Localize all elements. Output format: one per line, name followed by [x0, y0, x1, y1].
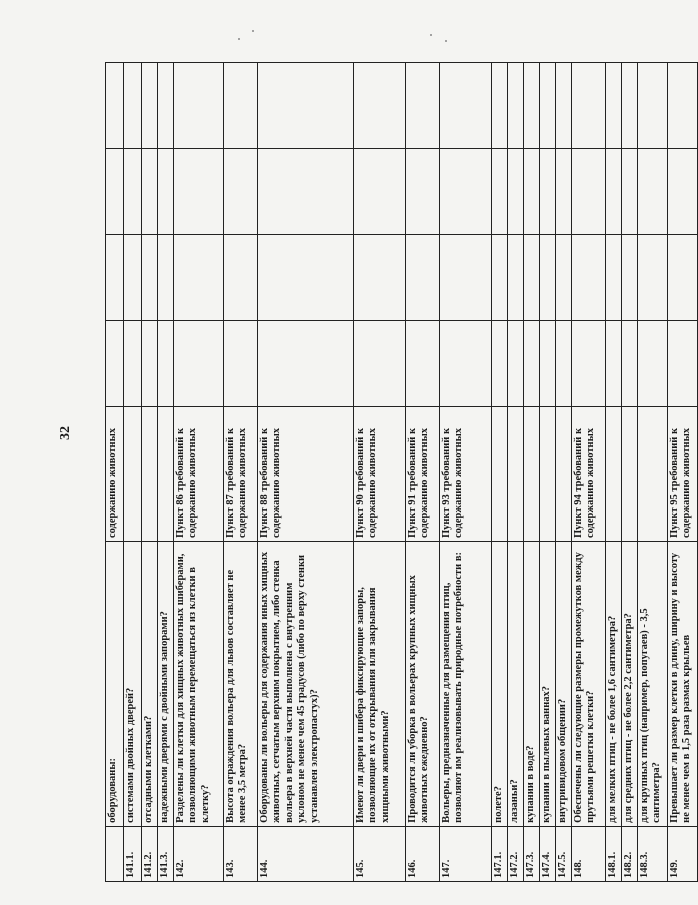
question-text: Вольеры, предназначенные для размещения птиц, позволяют им реализовывать природные потребности в:: [440, 542, 492, 827]
item-number: 149.: [668, 826, 698, 881]
answer-cell[interactable]: [508, 321, 524, 407]
table-row: [158, 63, 174, 882]
answer-cell[interactable]: [142, 149, 158, 235]
answer-cell[interactable]: [106, 235, 124, 321]
page-number: 32: [58, 426, 73, 440]
answer-cell[interactable]: [174, 63, 224, 149]
item-number: 148.1.: [606, 826, 622, 881]
answer-cell[interactable]: [354, 321, 406, 407]
table-row: [638, 63, 668, 882]
answer-cell[interactable]: [606, 321, 622, 407]
item-number: 147.4.: [540, 826, 556, 881]
requirement-reference: [638, 407, 668, 542]
requirement-reference: Пункт 88 требований к содержанию животных: [258, 407, 354, 542]
item-number: 148.3.: [638, 826, 668, 881]
requirement-reference: Пункт 91 требований к содержанию животных: [406, 407, 440, 542]
answer-cell[interactable]: [668, 321, 698, 407]
answer-cell[interactable]: [406, 235, 440, 321]
answer-cell[interactable]: [258, 321, 354, 407]
answer-cell[interactable]: [638, 321, 668, 407]
answer-cell[interactable]: [622, 321, 638, 407]
requirement-reference: Пункт 93 требований к содержанию животных: [440, 407, 492, 542]
item-number: 141.1.: [124, 826, 142, 881]
answer-cell[interactable]: [258, 149, 354, 235]
answer-cell[interactable]: [622, 235, 638, 321]
answer-cell[interactable]: [572, 235, 606, 321]
answer-cell[interactable]: [556, 63, 572, 149]
item-number: [106, 826, 124, 881]
answer-cell[interactable]: [174, 149, 224, 235]
table-row: [556, 63, 572, 882]
question-text: надежными дверями с двойными запорами?: [158, 542, 174, 827]
table-row: [668, 63, 698, 882]
table-row: [440, 63, 492, 882]
answer-cell[interactable]: [406, 321, 440, 407]
question-text: Разделены ли клетки для хищных животных шиберами, позволяющими животным перемещаться из клетки в клетку?: [174, 542, 224, 827]
requirement-reference: [124, 407, 142, 542]
item-number: 147.3.: [524, 826, 540, 881]
answer-cell[interactable]: [258, 235, 354, 321]
checklist-table: [105, 62, 698, 882]
table-row: [622, 63, 638, 882]
item-number: 143.: [224, 826, 258, 881]
answer-cell[interactable]: [224, 63, 258, 149]
table-row: [142, 63, 158, 882]
answer-cell[interactable]: [606, 235, 622, 321]
answer-cell[interactable]: [492, 63, 508, 149]
answer-cell[interactable]: [224, 235, 258, 321]
answer-cell[interactable]: [106, 149, 124, 235]
answer-cell[interactable]: [572, 63, 606, 149]
item-number: 141.2.: [142, 826, 158, 881]
question-text: Проводится ли уборка в вольерах крупных хищных животных ежедневно?: [406, 542, 440, 827]
requirement-reference: [492, 407, 508, 542]
scan-speck: [445, 40, 447, 42]
answer-cell[interactable]: [524, 63, 540, 149]
answer-cell[interactable]: [106, 63, 124, 149]
question-text: отсадными клетками?: [142, 542, 158, 827]
requirement-reference: [622, 407, 638, 542]
item-number: 146.: [406, 826, 440, 881]
answer-cell[interactable]: [258, 63, 354, 149]
requirement-reference: Пункт 94 требований к содержанию животных: [572, 407, 606, 542]
answer-cell[interactable]: [354, 149, 406, 235]
answer-cell[interactable]: [142, 321, 158, 407]
answer-cell[interactable]: [158, 63, 174, 149]
table-row: [572, 63, 606, 882]
answer-cell[interactable]: [556, 235, 572, 321]
question-text: оборудованы:: [106, 542, 124, 827]
requirement-reference: [540, 407, 556, 542]
answer-cell[interactable]: [492, 235, 508, 321]
answer-cell[interactable]: [354, 235, 406, 321]
checklist-sheet: [105, 62, 693, 882]
requirement-reference: Пункт 90 требований к содержанию животных: [354, 407, 406, 542]
requirement-reference: [556, 407, 572, 542]
answer-cell[interactable]: [622, 63, 638, 149]
answer-cell[interactable]: [606, 149, 622, 235]
answer-cell[interactable]: [440, 63, 492, 149]
item-number: 142.: [174, 826, 224, 881]
requirement-reference: Пункт 95 требований к содержанию животных: [668, 407, 698, 542]
answer-cell[interactable]: [124, 149, 142, 235]
answer-cell[interactable]: [668, 235, 698, 321]
answer-cell[interactable]: [158, 321, 174, 407]
item-number: 147.5.: [556, 826, 572, 881]
answer-cell[interactable]: [142, 63, 158, 149]
requirement-reference: содержанию животных: [106, 407, 124, 542]
scan-speck: [252, 30, 254, 32]
answer-cell[interactable]: [540, 321, 556, 407]
answer-cell[interactable]: [668, 149, 698, 235]
answer-cell[interactable]: [556, 321, 572, 407]
answer-cell[interactable]: [224, 321, 258, 407]
requirement-reference: [606, 407, 622, 542]
answer-cell[interactable]: [508, 149, 524, 235]
question-text: Оборудованы ли вольеры для содержания иных хищных животных, сетчатым верхним покрытием, либо стенка вольера в верхней части выполнена с внутренним уклоном не менее чем 45 градусов (либо по верху стенки устанавлен электропастух)?: [258, 542, 354, 827]
question-text: Обеспечены ли следующие размеры промежутков между прутьями решетки клетки?: [572, 542, 606, 827]
item-number: 148.2.: [622, 826, 638, 881]
requirement-reference: Пункт 87 требований к содержанию животных: [224, 407, 258, 542]
item-number: 148.: [572, 826, 606, 881]
requirement-reference: [508, 407, 524, 542]
requirement-reference: [142, 407, 158, 542]
answer-cell[interactable]: [142, 235, 158, 321]
answer-cell[interactable]: [508, 235, 524, 321]
answer-cell[interactable]: [440, 235, 492, 321]
answer-cell[interactable]: [540, 63, 556, 149]
answer-cell[interactable]: [106, 321, 124, 407]
answer-cell[interactable]: [440, 149, 492, 235]
question-text: Имеют ли двери и шибера фиксирующие запоры, позволяющие их от открывания или закрывания хищными животными?: [354, 542, 406, 827]
item-number: 141.3.: [158, 826, 174, 881]
question-text: Превышает ли размер клетки в длину, ширину и высоту не менее чем в 1,5 раза размах крыльев: [668, 542, 698, 827]
answer-cell[interactable]: [540, 235, 556, 321]
answer-cell[interactable]: [406, 149, 440, 235]
item-number: 144.: [258, 826, 354, 881]
item-number: 147.1.: [492, 826, 508, 881]
answer-cell[interactable]: [540, 149, 556, 235]
answer-cell[interactable]: [492, 149, 508, 235]
answer-cell[interactable]: [406, 63, 440, 149]
item-number: 147.2.: [508, 826, 524, 881]
answer-cell[interactable]: [174, 235, 224, 321]
answer-cell[interactable]: [572, 149, 606, 235]
table-row: [406, 63, 440, 882]
answer-cell[interactable]: [638, 63, 668, 149]
answer-cell[interactable]: [158, 235, 174, 321]
answer-cell[interactable]: [638, 235, 668, 321]
table-row: [524, 63, 540, 882]
answer-cell[interactable]: [524, 321, 540, 407]
answer-cell[interactable]: [508, 63, 524, 149]
answer-cell[interactable]: [174, 321, 224, 407]
answer-cell[interactable]: [524, 149, 540, 235]
answer-cell[interactable]: [158, 149, 174, 235]
table-row: [606, 63, 622, 882]
answer-cell[interactable]: [224, 149, 258, 235]
item-number: 147.: [440, 826, 492, 881]
table-row: [106, 63, 124, 882]
question-text: внутривидовом общении?: [556, 542, 572, 827]
question-text: купании в воде?: [524, 542, 540, 827]
requirement-reference: [158, 407, 174, 542]
answer-cell[interactable]: [354, 63, 406, 149]
table-row: [258, 63, 354, 882]
question-text: Высота ограждения вольера для львов составляет не менее 3,5 метра?: [224, 542, 258, 827]
question-text: полете?: [492, 542, 508, 827]
table-row: [174, 63, 224, 882]
answer-cell[interactable]: [124, 235, 142, 321]
question-text: лазаньи?: [508, 542, 524, 827]
requirement-reference: Пункт 86 требований к содержанию животных: [174, 407, 224, 542]
scan-speck: [238, 38, 240, 40]
answer-cell[interactable]: [440, 321, 492, 407]
table-row: [492, 63, 508, 882]
question-text: купании в пылевых ваннах?: [540, 542, 556, 827]
answer-cell[interactable]: [668, 63, 698, 149]
item-number: 145.: [354, 826, 406, 881]
answer-cell[interactable]: [556, 149, 572, 235]
answer-cell[interactable]: [524, 235, 540, 321]
answer-cell[interactable]: [638, 149, 668, 235]
table-row: [224, 63, 258, 882]
table-row: [354, 63, 406, 882]
answer-cell[interactable]: [492, 321, 508, 407]
answer-cell[interactable]: [124, 321, 142, 407]
answer-cell[interactable]: [124, 63, 142, 149]
answer-cell[interactable]: [606, 63, 622, 149]
table-row: [540, 63, 556, 882]
table-row: [508, 63, 524, 882]
question-text: для крупных птиц (например, попугаев) - 3,5 сантиметра?: [638, 542, 668, 827]
answer-cell[interactable]: [572, 321, 606, 407]
requirement-reference: [524, 407, 540, 542]
question-text: для мелких птиц - не более 1,6 сантиметра?: [606, 542, 622, 827]
answer-cell[interactable]: [622, 149, 638, 235]
question-text: для средних птиц - не более 2,2 сантиметра?: [622, 542, 638, 827]
table-row: [124, 63, 142, 882]
question-text: системами двойных дверей?: [124, 542, 142, 827]
scan-speck: [430, 34, 432, 36]
